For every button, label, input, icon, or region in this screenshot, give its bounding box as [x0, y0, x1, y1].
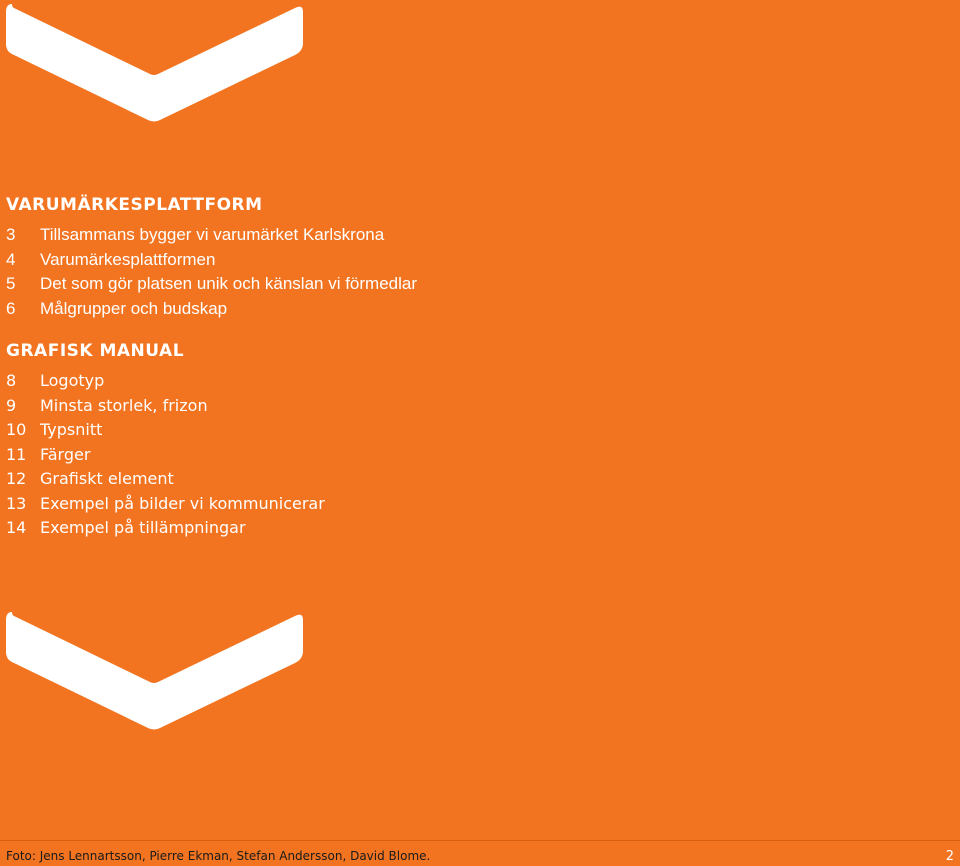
toc-item-title: Färger — [40, 444, 91, 464]
toc-item-page: 6 — [6, 298, 16, 318]
toc-item-title: Grafiskt element — [40, 469, 174, 488]
toc-item-page: 11 — [6, 444, 27, 464]
chevron-graphic-bottom — [6, 612, 303, 732]
toc-item[interactable] — [6, 443, 706, 468]
toc-item-title: Det som gör platsen unik och känslan vi förmedlar — [40, 274, 418, 293]
page-number: 2 — [945, 849, 954, 864]
toc-item-page: 12 — [6, 469, 27, 488]
toc-item[interactable] — [6, 516, 706, 541]
toc-item[interactable] — [6, 418, 706, 443]
toc-item-page: 5 — [6, 274, 16, 293]
toc-item[interactable] — [6, 394, 706, 419]
toc-item-title: Tillsammans bygger vi varumärket Karlskrona — [40, 225, 385, 244]
toc-list-grafisk-manual — [6, 369, 706, 541]
toc-item[interactable] — [6, 248, 706, 273]
toc-item-page: 4 — [6, 249, 16, 269]
page-footer — [0, 840, 960, 866]
toc-item[interactable] — [6, 223, 706, 248]
photo-credits: Foto: Jens Lennartsson, Pierre Ekman, Stefan Andersson, David Blome. — [6, 849, 431, 863]
toc-item[interactable] — [6, 369, 706, 394]
toc-item-page: 3 — [6, 225, 16, 244]
toc-item-title: Logotyp — [40, 371, 105, 390]
table-of-contents — [6, 193, 706, 541]
toc-item-page: 9 — [6, 395, 17, 415]
toc-item[interactable] — [6, 492, 706, 517]
toc-item[interactable] — [6, 467, 706, 492]
toc-item-title: Exempel på bilder vi kommunicerar — [40, 493, 325, 513]
toc-item-title: Exempel på tillämpningar — [40, 518, 246, 537]
footer-divider — [0, 840, 960, 841]
toc-list-varumarkesplattform — [6, 223, 706, 321]
toc-item-title: Typsnitt — [40, 420, 103, 439]
section-heading-varumarkesplattform: VARUMÄRKESPLATTFORM — [6, 195, 263, 215]
toc-item-page: 8 — [6, 371, 17, 390]
toc-item[interactable] — [6, 297, 706, 322]
section-heading-grafisk-manual: GRAFISK MANUAL — [6, 341, 185, 361]
section-spacer — [6, 321, 706, 339]
toc-item-title: Målgrupper och budskap — [40, 298, 228, 318]
toc-item[interactable] — [6, 272, 706, 297]
toc-item-page: 13 — [6, 493, 27, 513]
toc-item-title: Minsta storlek, frizon — [40, 395, 208, 415]
toc-item-title: Varumärkesplattformen — [40, 249, 216, 269]
chevron-graphic-top — [6, 4, 303, 124]
toc-item-page: 10 — [6, 420, 27, 439]
toc-item-page: 14 — [6, 518, 27, 537]
